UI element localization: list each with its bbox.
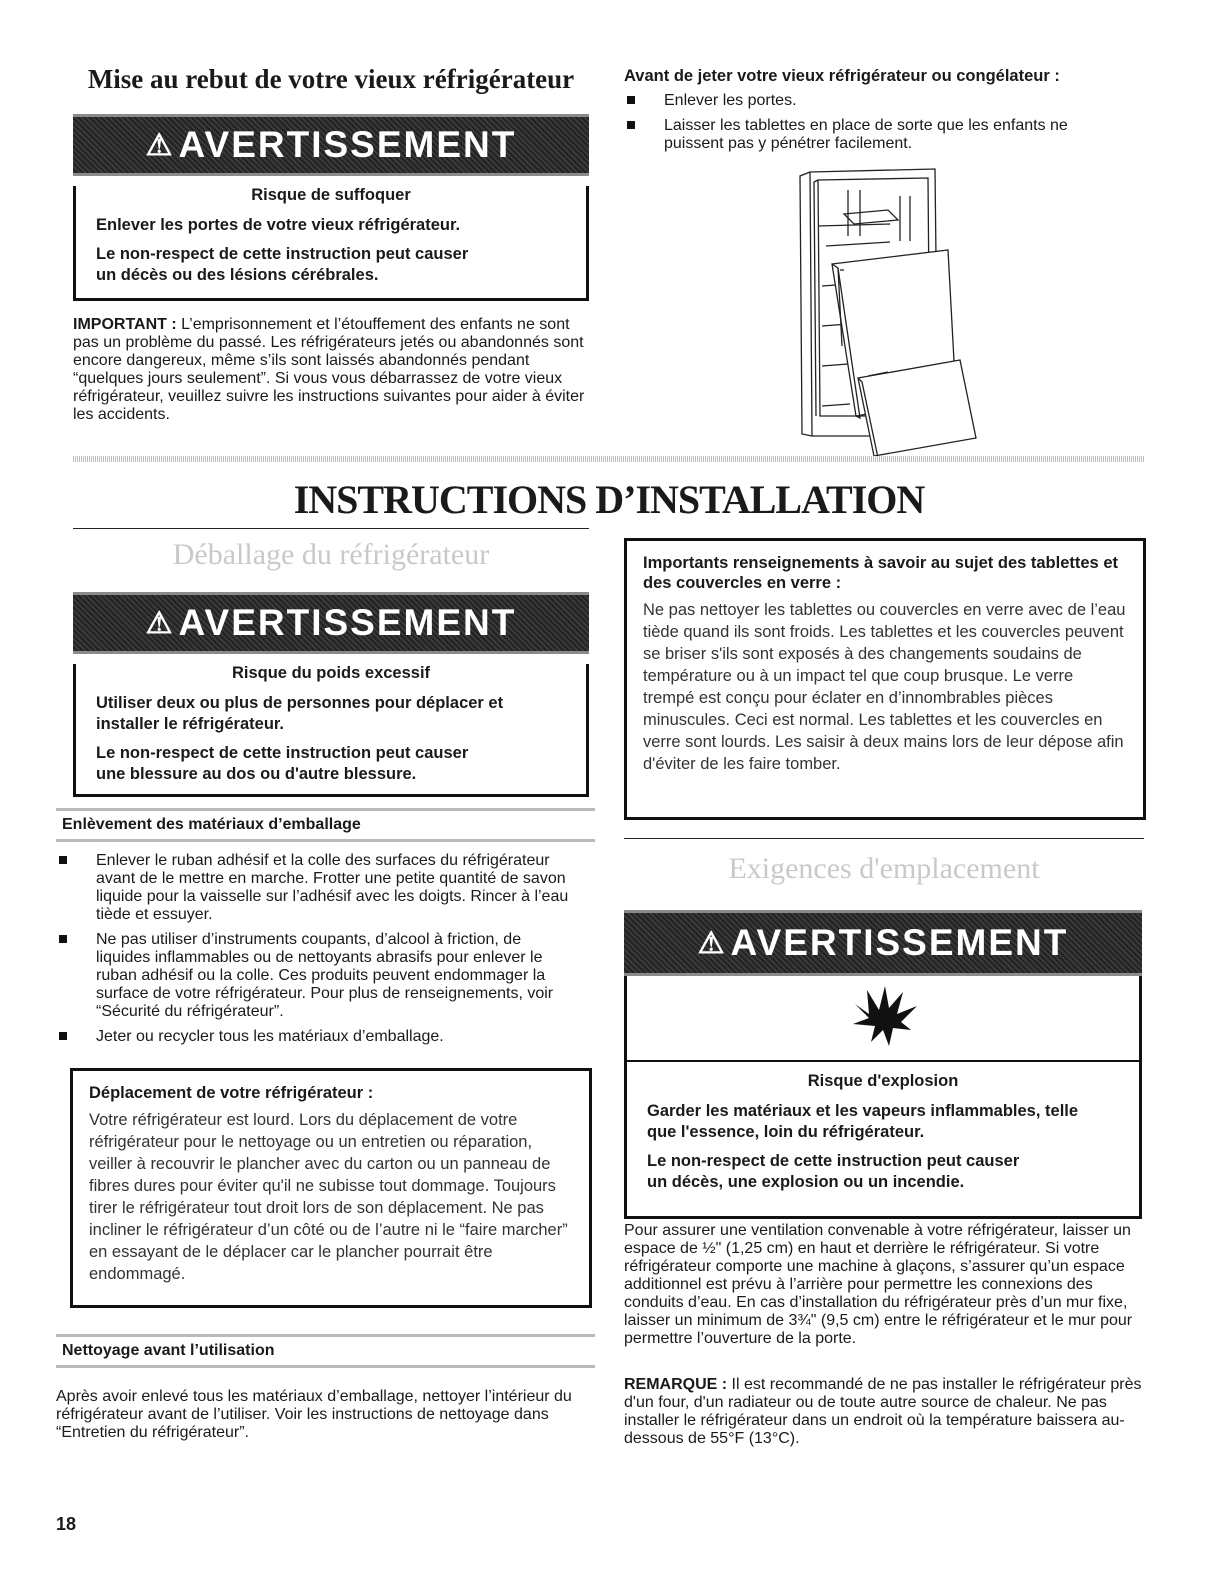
warning-triangle-icon: ⚠ bbox=[145, 129, 175, 162]
important-label: IMPORTANT : bbox=[73, 316, 177, 333]
moving-title: Déplacement de votre réfrigérateur : bbox=[89, 1084, 374, 1102]
warning-body bbox=[624, 976, 1142, 1219]
list-item: Enlever le ruban adhésif et la colle des surfaces du réfrigérateur avant de le mettre en marche. Frotter une petite quantité de savon liquide pour la vaisselle sur l’adhésif avec les doigts. Rincer à l’eau tiède et essuyer. bbox=[56, 852, 576, 924]
explosion-icon bbox=[849, 984, 921, 1050]
warning-banner-text: AVERTISSEMENT bbox=[178, 124, 517, 165]
warning-banner bbox=[624, 910, 1142, 976]
warning-line: Le non-respect de cette instruction peut causer bbox=[96, 744, 469, 762]
disposal-title: Mise au rebut de votre vieux réfrigérateur bbox=[87, 64, 575, 94]
warning-line: Le non-respect de cette instruction peut causer bbox=[96, 245, 469, 263]
important-paragraph bbox=[73, 316, 589, 424]
before-title: Avant de jeter votre vieux réfrigérateur ou congélateur : bbox=[624, 67, 1060, 85]
warning-line: un décès ou des lésions cérébrales. bbox=[96, 266, 379, 284]
glass-title: Importants renseignements à savoir au sujet des tablettes et des couvercles en verre : bbox=[643, 554, 1118, 592]
warning-line: une blessure au dos ou d'autre blessure. bbox=[96, 765, 417, 783]
warning-line: un décès, une explosion ou un incendie. bbox=[647, 1173, 965, 1191]
removal-title: Enlèvement des matériaux d’emballage bbox=[56, 808, 595, 842]
warning-banner-text: AVERTISSEMENT bbox=[178, 602, 517, 643]
weight-warning bbox=[73, 592, 589, 797]
glass-text: Ne pas nettoyer les tablettes ou couvercles en verre avec de l’eau tiède quand ils sont froids. Les tablettes et les couvercles peuvent se briser s'ils sont exposés à des changements soudains de température ou à un impact tel que coup brusque. Le verre trempé est conçu pour éclater en d’innombrables pièces minuscules. Ceci est normal. Les tablettes et les couvercles en verre sont lourds. Les saisir à deux mains lors de leur dépose afin d'éviter de les faire tomber. bbox=[643, 601, 1126, 773]
disposal-warning bbox=[73, 114, 589, 301]
warning-banner-text: AVERTISSEMENT bbox=[730, 922, 1069, 963]
moving-text: Votre réfrigérateur est lourd. Lors du déplacement de votre réfrigérateur pour le nettoyage ou un entretien ou réparation, veiller à recouvrir le plancher avec du carton ou un panneau de fibres dures pour éviter qu'il ne subisse tout dommage. Toujours tirer le réfrigérateur tout droit lors de son déplacement. Ne pas incliner le réfrigérateur d’un côté ou de l’autre ni le “faire marcher” en essayant de le déplacer car le plancher pourrait être endommagé. bbox=[89, 1111, 568, 1283]
warning-body bbox=[73, 664, 589, 797]
warning-triangle-icon: ⚠ bbox=[697, 927, 727, 960]
warning-line: Garder les matériaux et les vapeurs inflammables, telle bbox=[647, 1102, 1079, 1120]
explosion-icon-area bbox=[627, 976, 1139, 1062]
removal-list bbox=[56, 852, 576, 1053]
install-title: INSTRUCTIONS D’INSTALLATION bbox=[293, 477, 925, 522]
note-text: Il est recommandé de ne pas installer le réfrigérateur près d'un four, d'un radiateur ou de toute autre source de chaleur. Ne pas installer le réfrigérateur dans un endroit où la température baissera au-dessous de 55°F (13°C). bbox=[624, 1376, 1142, 1447]
glass-box bbox=[624, 538, 1146, 820]
note-label: REMARQUE : bbox=[624, 1376, 728, 1393]
warning-title: Risque du poids excessif bbox=[231, 664, 431, 682]
cleaning-title: Nettoyage avant l’utilisation bbox=[56, 1334, 595, 1368]
warning-line: que l'essence, loin du réfrigérateur. bbox=[647, 1123, 925, 1141]
warning-banner bbox=[73, 592, 589, 654]
rule bbox=[73, 528, 589, 529]
warning-line: Le non-respect de cette instruction peut causer bbox=[647, 1152, 1020, 1170]
warning-line: Utiliser deux ou plus de personnes pour déplacer et bbox=[96, 694, 504, 712]
warning-triangle-icon: ⚠ bbox=[145, 607, 175, 640]
location-title: Exigences d'emplacement bbox=[728, 852, 1040, 885]
list-item: Jeter ou recycler tous les matériaux d’emballage. bbox=[56, 1028, 576, 1046]
unpack-title: Déballage du réfrigérateur bbox=[172, 538, 490, 571]
location-text: Pour assurer une ventilation convenable à votre réfrigérateur, laisser un espace de ½" (1,25 cm) en haut et derrière le réfrigérateur. Si votre réfrigérateur comporte une machine à glaçons, s’assurer qu’un espace additionnel est prévu à l’arrière pour permettre les connexions des conduits d’eau. En cas d’installation du réfrigérateur près d’un mur fixe, laisser un minimum de 3¾" (9,5 cm) entre le réfrigérateur et le mur pour permettre l’ouverture de la porte. bbox=[624, 1222, 1133, 1347]
list-item: Laisser les tablettes en place de sorte que les enfants ne puissent pas y pénétrer facilement. bbox=[624, 117, 1124, 153]
moving-box bbox=[70, 1068, 592, 1308]
important-text: L’emprisonnement et l’étouffement des enfants ne sont pas un problème du passé. Les réfrigérateurs jetés ou abandonnés sont encore dangereux, même s’ils sont laissés abandonnés pendant “quelques jours seulement”. Si vous vous débarrassez de votre vieux réfrigérateur, veuillez suivre les instructions suivantes pour aider à éviter les accidents. bbox=[73, 316, 585, 423]
list-item: Enlever les portes. bbox=[624, 92, 1124, 110]
explosion-warning bbox=[624, 910, 1142, 1219]
section-divider bbox=[73, 456, 1145, 462]
warning-banner bbox=[73, 114, 589, 176]
before-list bbox=[624, 92, 1124, 160]
location-note bbox=[624, 1376, 1144, 1448]
rule bbox=[624, 838, 1144, 839]
fridge-doors-removed-illustration bbox=[770, 166, 1010, 460]
cleaning-text: Après avoir enlevé tous les matériaux d’emballage, nettoyer l’intérieur du réfrigérateur avant de l’utiliser. Voir les instructions de nettoyage dans “Entretien du réfrigérateur”. bbox=[56, 1388, 572, 1441]
warning-body bbox=[73, 186, 589, 301]
warning-title: Risque de suffoquer bbox=[251, 186, 411, 204]
warning-line: installer le réfrigérateur. bbox=[96, 715, 285, 733]
warning-title: Risque d'explosion bbox=[807, 1072, 959, 1090]
list-item: Ne pas utiliser d’instruments coupants, d’alcool à friction, de liquides inflammables ou de nettoyants abrasifs pour enlever le ruban adhésif ou la colle. Ces produits peuvent endommager la surface de votre réfrigérateur. Pour plus de renseignements, voir “Sécurité du réfrigérateur”. bbox=[56, 931, 576, 1021]
page-number: 18 bbox=[56, 1514, 77, 1534]
warning-line: Enlever les portes de votre vieux réfrigérateur. bbox=[96, 216, 461, 234]
